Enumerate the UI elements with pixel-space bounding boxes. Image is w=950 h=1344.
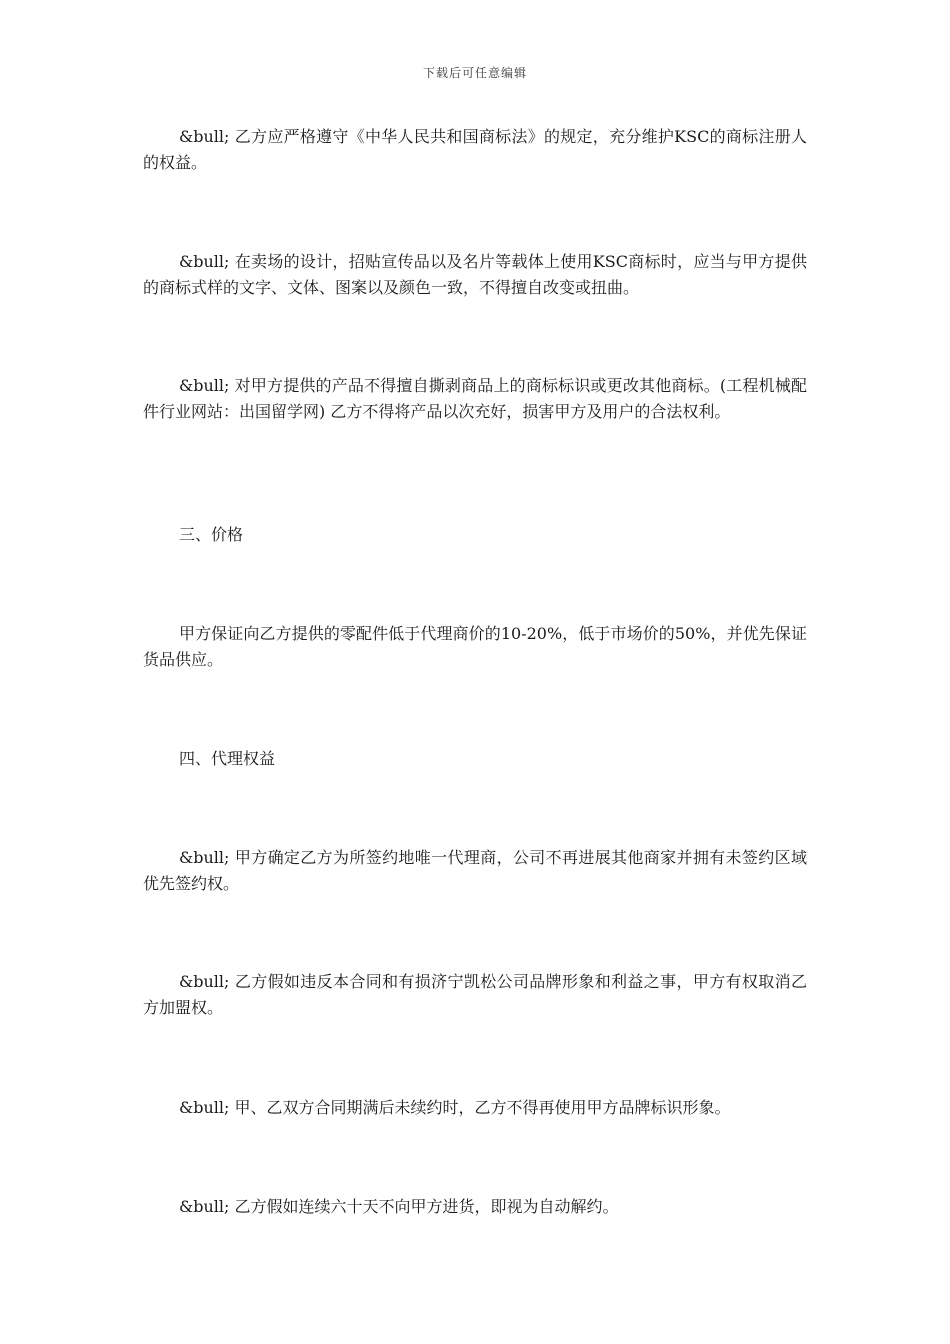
section-heading-agency-rights: 四、代理权益 — [179, 749, 276, 768]
clause-trademark-usage: &bull; 在卖场的设计，招贴宣传品以及名片等载体上使用KSC商标时，应当与甲方提供的商标式样的文字、文体、图案以及颜色一致，不得擅自改变或扭曲。 — [143, 252, 807, 297]
clause-exclusive-agent: &bull; 甲方确定乙方为所签约地唯一代理商，公司不再进展其他商家并拥有未签约区域优先签约权。 — [143, 848, 807, 893]
clause-trademark-removal: &bull; 对甲方提供的产品不得擅自撕剥商品上的商标标识或更改其他商标。(工程机械配件行业网站：出国留学网) 乙方不得将产品以次充好，损害甲方及用户的合法权利。 — [143, 376, 807, 421]
section-heading-price: 三、价格 — [179, 525, 244, 544]
clause-violation-cancel: &bull; 乙方假如违反本合同和有损济宁凯松公司品牌形象和利益之事，甲方有权取消乙方加盟权。 — [143, 972, 807, 1017]
page-header: 下载后可任意编辑 — [422, 66, 527, 80]
clause-price-guarantee: 甲方保证向乙方提供的零配件低于代理商价的10-20%，低于市场价的50%，并优先保证货品供应。 — [143, 624, 807, 669]
clause-auto-termination: &bull; 乙方假如连续六十天不向甲方进货，即视为自动解约。 — [179, 1197, 619, 1216]
clause-trademark-law: &bull; 乙方应严格遵守《中华人民共和国商标法》的规定，充分维护KSC的商标注册人的权益。 — [143, 127, 807, 172]
clause-contract-expiry: &bull; 甲、乙双方合同期满后未续约时，乙方不得再使用甲方品牌标识形象。 — [179, 1098, 731, 1117]
